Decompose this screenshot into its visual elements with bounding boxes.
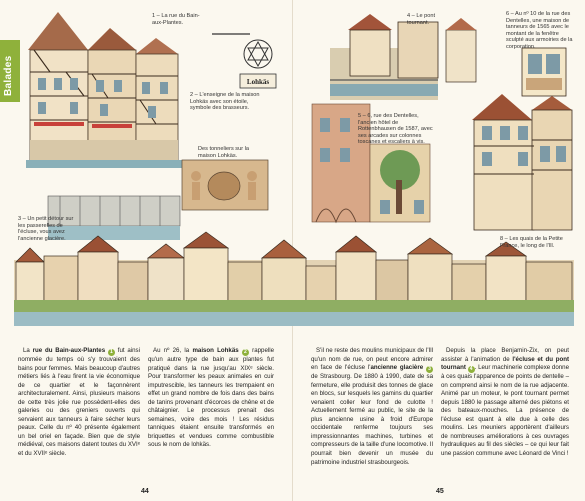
page-number-left: 44 (141, 488, 149, 495)
text-column-3 (311, 347, 433, 467)
caption-1: 1 – La rue du Bain-aux-Plantes. (152, 13, 200, 26)
col3-body: de Strasbourg. De 1880 à 1990, date de sa fermeture, elle produisit des tonnes de glace en blocs, sur lesquels les gamins du quartier venaient coller leur fond de culotte ! Actuellement fermé au public, le site de la plus ancienne usine à froid d'Europe occidentale renferme toujours ses impressionnantes machines, turbines et compresseurs de la taille d'une locomotive. Il pourrait bien devenir un musée du patrimoine industriel strasbourgeois. (311, 373, 433, 466)
carved-window-illustration (522, 48, 566, 96)
col2-bold-term: maison Lohkäs (192, 347, 239, 354)
caption-8: 8 – Les quais de la Petite France, le long de l'Ill. (500, 236, 563, 249)
col4-bold-term: l'écluse et du pont tournant (441, 355, 569, 372)
marker-3: 3 (426, 366, 433, 373)
col1-body: fut ainsi nommée du temps où s'y trouvaient des bains pour femmes. Mais beaucoup d'autres métiers liés à l'eau firent la vie économique de ce quartier et le façonnèrent architecturalement. Ainsi, plusieurs maisons de cette très jolie rue possèdent-elles des galeries ou des greniers ouverts qui servaient aux tanneurs à faire sécher leurs peaux. Celle du nº 40 présente également un bel oriel en façade. Bien que de style médiéval, ces maisons datent toutes du XVIᵉ et du XVIIᵉ siècle. (18, 347, 140, 458)
marker-1: 1 (108, 349, 115, 356)
col4-lead: Depuis la place Benjamin-Zix, on peut assister à l'animation de (441, 347, 569, 363)
col1-lead: La (23, 347, 33, 354)
page-number-right: 45 (436, 488, 444, 495)
text-column-1 (18, 347, 140, 459)
col2-lead: Au nº 26, la (153, 347, 193, 354)
coopers-relief-illustration (182, 160, 268, 210)
section-tab-label: Balades (3, 55, 14, 96)
marker-4: 4 (468, 366, 475, 373)
caption-5: 5 – 6, rue des Dentelles, l'ancien hôtel de Rottenbhausen de 1587, avec ses arcades sur colonnes toscanes et escaliers à vis. (358, 113, 433, 146)
col1-bold-term: rue du Bain-aux-Plantes (32, 347, 106, 354)
text-column-4 (441, 347, 569, 459)
caption-coopers: Des tonneliers sur la maison Lohkäs. (198, 146, 249, 159)
sign-text: Lohkäs (246, 78, 270, 86)
section-tab (0, 40, 20, 102)
petite-france-quays-illustration (14, 232, 574, 326)
caption-3: 3 – Un petit détour sur les passerelles de l'écluse, vous avez l'ancienne glacière. (18, 216, 74, 242)
caption-6: 6 – Au nº 10 de la rue des Dentelles, une maison de tanneurs de 1565 avec le montant de la fenêtre sculpté aux armoiries de la corporation. (506, 11, 573, 50)
col2-body: rappelle qu'un autre type de bain aux plantes fut pratiqué dans la rue jusqu'au XIXᵉ siècle. Pour transformer les peaux animales en cuir imputrescible, les tanneurs les trempaient en effet un grand nombre de fois dans des bains de tanins provenant d'écorces de chêne et de châtaignier. Le processus prenait des semaines, voire des mois ! Les résidus tanniques étaient ensuite transformés en briquettes et vendues comme combustible sous le nom de lohkäs. (148, 347, 275, 449)
text-column-2 (148, 347, 274, 450)
half-timbered-houses-illustration (26, 12, 184, 168)
col3-lead: S'il ne reste des moulins municipaux de l'Ill qu'un nom de rue, on peut encore admirer en face de l'écluse l' (311, 347, 433, 372)
col3-bold-term: ancienne glacière (370, 364, 424, 372)
col4-body: . Leur machinerie complexe donne à ces quais l'apparence de points de dentelle – on comprend ainsi le nom de la rue adjacente. Animé par un moteur, le pont tournant permet depuis 1880 le passage alterné des piétons et des bateaux-mouches. La présence de l'écluse est quant à elle due à celle des moulins. Les meuniers apportèrent d'ailleurs de nombreuses améliorations à ces ouvrages hydrauliques au fil des siècles – ce qui leur fait une passion commune avec Léonard de Vinci ! (441, 364, 569, 458)
pont-tournant-illustration (330, 14, 476, 100)
caption-2: 2 – L'enseigne de la maison Lohkäs avec son étoile, symbole des brasseurs. (190, 92, 260, 112)
tanners-house-illustration (472, 94, 572, 230)
lohkas-sign-illustration (212, 34, 276, 88)
marker-2: 2 (242, 349, 249, 356)
caption-4: 4 – Le pont tournant. (407, 13, 435, 26)
